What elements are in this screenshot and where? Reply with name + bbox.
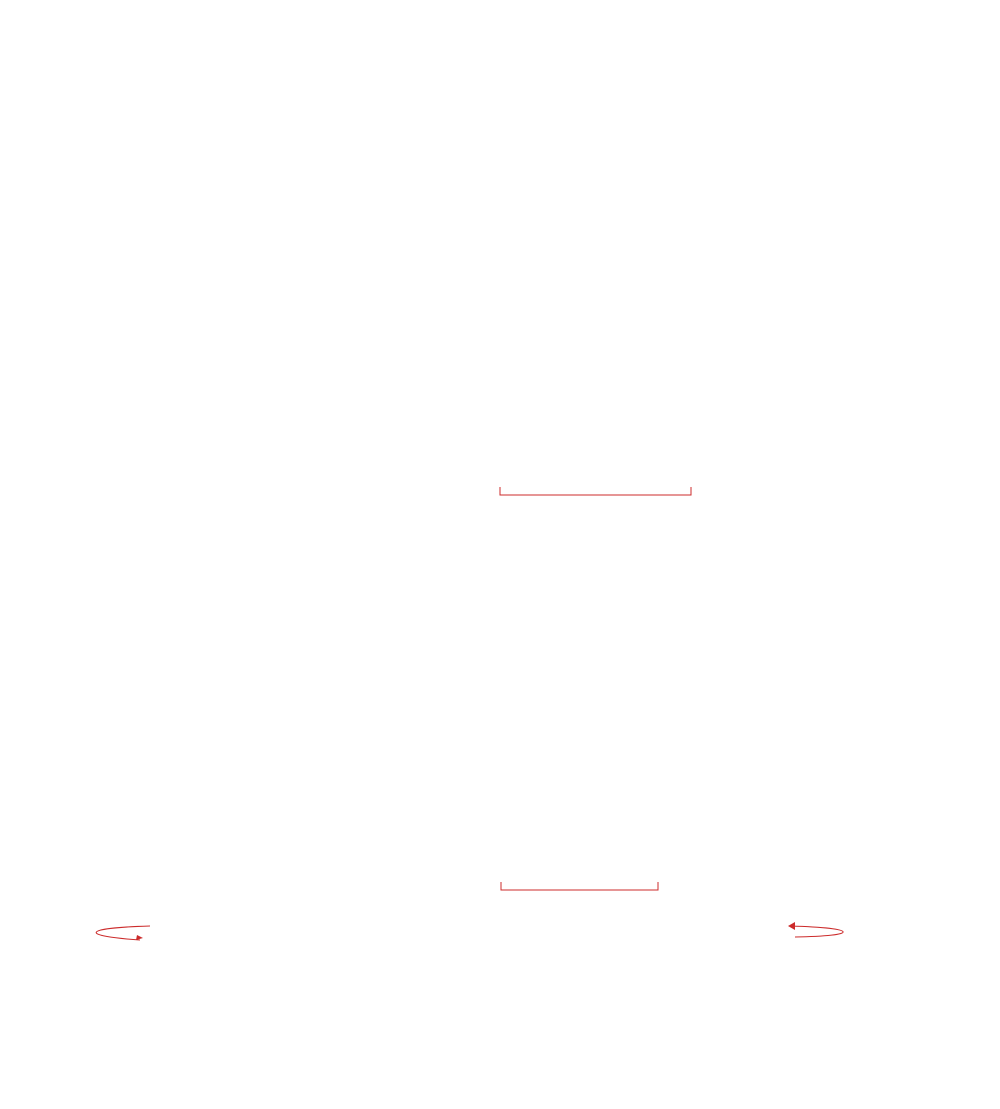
direction-arrow-left [96,926,150,940]
direction-arrow-right [788,922,843,937]
five-spaces-bracket [501,882,658,890]
six-spaces-bracket [500,487,691,495]
